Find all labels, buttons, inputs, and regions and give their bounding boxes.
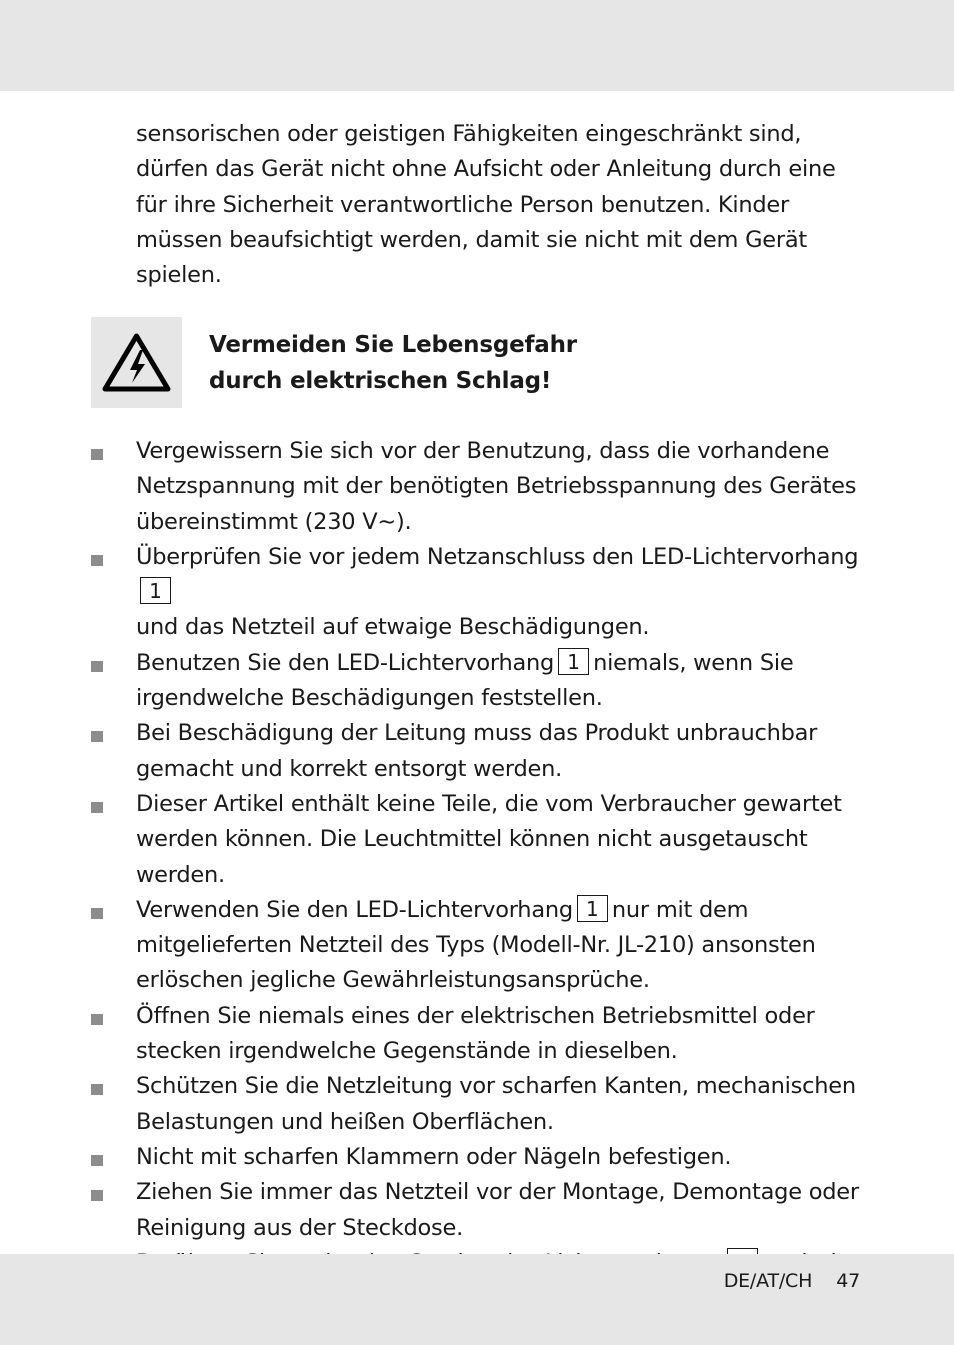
part-reference-box: 1 xyxy=(577,895,608,922)
bullet-square xyxy=(91,1014,103,1025)
bullet-square xyxy=(91,908,103,919)
intro-paragraph: sensorischen oder geistigen Fähigkeiten eingeschränkt sind, dürfen das Gerät nicht ohne Aufsicht oder Anleitung durch eine für ihre Sicherheit verantwortliche Person benutzen. Kinder müssen beaufsichtigt werden, damit sie nicht mit dem Gerät spielen. xyxy=(136,121,836,289)
list-item: Überprüfen Sie vor jedem Netzanschluss den LED-Lichtervorhang1 und das Netzteil auf etwaige Beschädigungen. xyxy=(0,540,871,646)
bullet-square xyxy=(91,731,103,742)
header-band xyxy=(0,0,954,91)
list-item: Nicht mit scharfen Klammern oder Nägeln befestigen. xyxy=(0,1140,871,1175)
bullet-square xyxy=(91,1084,103,1095)
list-item: Ziehen Sie immer das Netzteil vor der Montage, Demontage oder Reinigung aus der Steckdose. xyxy=(0,1175,871,1246)
list-item: Öffnen Sie niemals eines der elektrischen Betriebsmittel oder stecken irgendwelche Gegenstände in dieselben. xyxy=(0,999,871,1070)
part-reference-box: 1 xyxy=(558,648,589,675)
safety-list xyxy=(0,434,954,1316)
list-item: Bei Beschädigung der Leitung muss das Produkt unbrauchbar gemacht und korrekt entsorgt werden. xyxy=(0,716,871,787)
bullet-square xyxy=(91,1155,103,1166)
high-voltage-warning-icon xyxy=(102,333,171,393)
bullet-square xyxy=(91,802,103,813)
list-item: Dieser Artikel enthält keine Teile, die vom Verbraucher gewartet werden können. Die Leuchtmittel können nicht ausgetauscht werden. xyxy=(0,787,871,893)
list-item: Schützen Sie die Netzleitung vor scharfen Kanten, mechanischen Belastungen und heißen Oberflächen. xyxy=(0,1069,871,1140)
bullet-square xyxy=(91,661,103,672)
warning-title xyxy=(209,327,577,399)
page-number: 47 xyxy=(836,1270,860,1292)
list-item: Benutzen Sie den LED-Lichtervorhang 1 niemals, wenn Sie irgendwelche Beschädigungen feststellen. xyxy=(0,646,871,717)
warning-title-line2: durch elektrischen Schlag! xyxy=(209,368,552,394)
list-item: Verwenden Sie den LED-Lichtervorhang 1 nur mit dem mitgelieferten Netzteil des Typs (Modell-Nr. JL-210) ansonsten erlöschen jegliche Gewährleistungsansprüche. xyxy=(0,893,871,999)
list-item: Vergewissern Sie sich vor der Benutzung, dass die vorhandene Netzspannung mit der benötigten Betriebsspannung des Gerätes übereinstimmt (230 V∼). xyxy=(0,434,871,540)
warning-title-line1: Vermeiden Sie Lebensgefahr xyxy=(209,332,577,358)
page-footer xyxy=(724,1266,860,1296)
bullet-square xyxy=(91,1190,103,1201)
bullet-square xyxy=(91,555,103,566)
language-code: DE/AT/CH xyxy=(723,1270,813,1292)
part-reference-box: 1 xyxy=(140,577,171,604)
warning-icon-box xyxy=(91,317,182,408)
bullet-square xyxy=(91,449,103,460)
